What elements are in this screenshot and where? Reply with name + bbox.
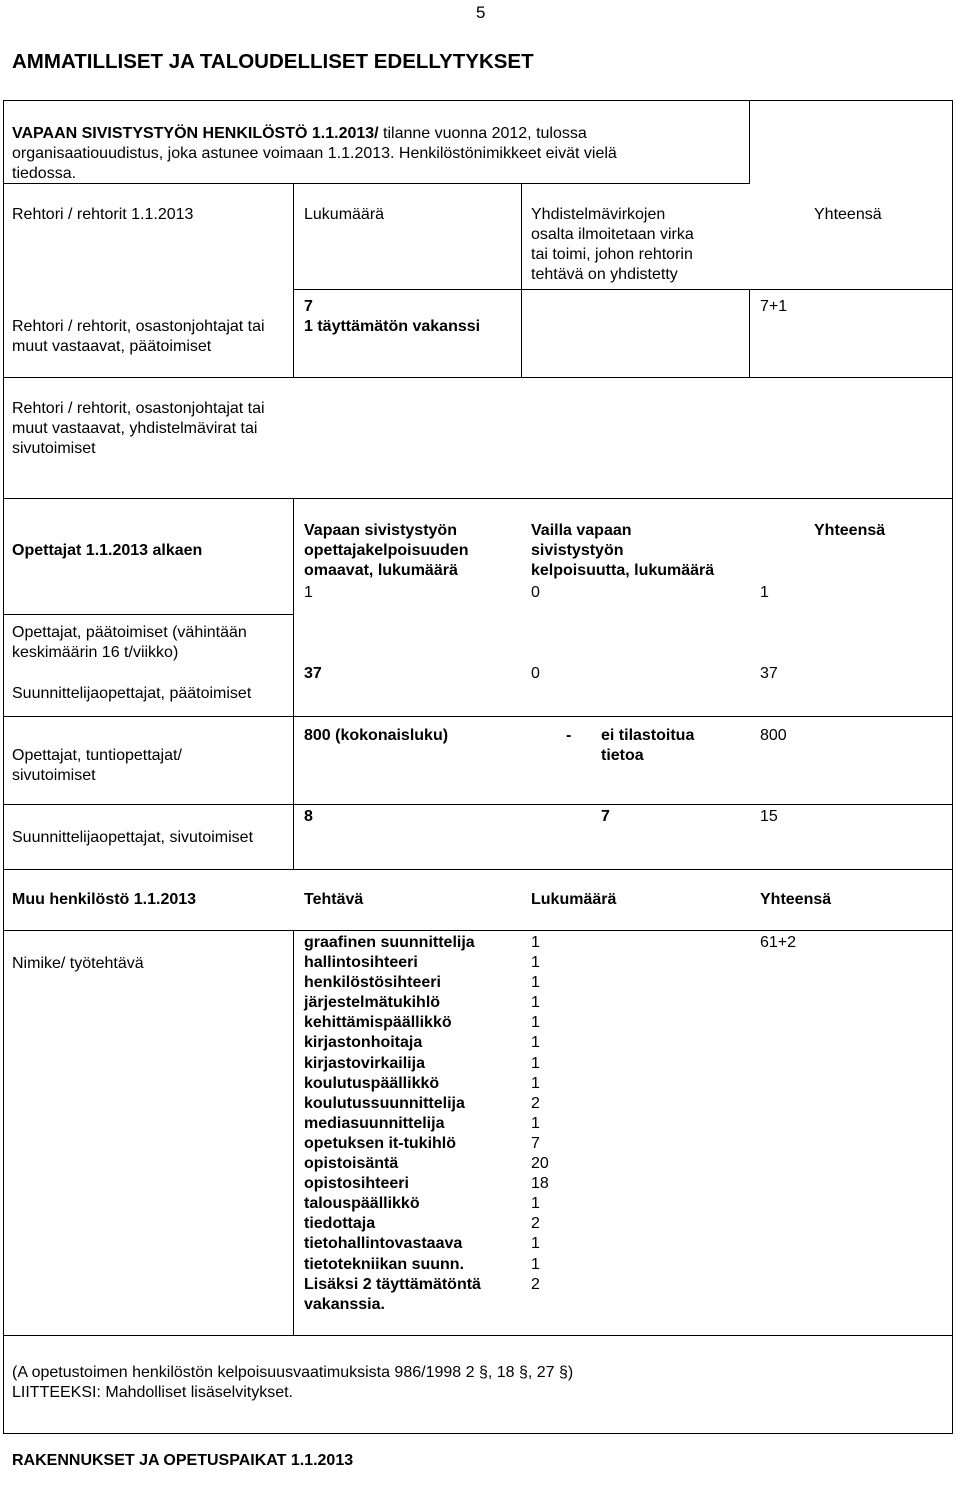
divider	[3, 804, 953, 805]
teachers-total-value: 1	[760, 584, 769, 601]
task-item: kehittämispäällikkö	[304, 1014, 452, 1032]
teachers-row1-label: Opettajat, päätoimiset (vähintään	[12, 624, 247, 641]
divider	[3, 869, 953, 870]
teachers-header-qualified-line: omaavat, lukumäärä	[304, 562, 458, 579]
teachers-header-total: Yhteensä	[814, 522, 886, 539]
rehtori-row1-total: 7+1	[760, 298, 788, 315]
task-item: opistosihteeri	[304, 1175, 409, 1193]
page-title: AMMATILLISET JA TALOUDELLISET EDELLYTYKSET	[12, 50, 534, 73]
task-item: kirjastonhoitaja	[304, 1034, 423, 1052]
frame-bottom-border	[3, 1433, 953, 1434]
divider	[293, 498, 294, 870]
teachers-row3-label: sivutoimiset	[12, 767, 96, 784]
teachers-row1-label: keskimäärin 16 t/viikko)	[12, 644, 179, 661]
intro-line-1	[12, 124, 587, 144]
teachers-row3-total: 800	[760, 727, 787, 744]
task-item: graafinen suunnittelija	[304, 934, 475, 951]
count-item: 2	[531, 1275, 540, 1293]
teachers-header-unqualified-line: sivistystyön	[531, 542, 624, 559]
task-item: koulutussuunnittelija	[304, 1094, 465, 1112]
teachers-row2-label: Suunnittelijaopettajat, päätoimiset	[12, 685, 252, 702]
intro-line-3: tiedossa.	[12, 165, 77, 182]
teachers-header-unqualified-line: Vailla vapaan	[531, 522, 632, 539]
task-item: opistoisäntä	[304, 1155, 399, 1173]
frame-top-border	[3, 100, 953, 101]
divider	[3, 183, 750, 184]
teachers-row2-unqualified: 0	[531, 665, 540, 682]
other-staff-header-title: Muu henkilöstö 1.1.2013	[12, 891, 197, 908]
task-item: tietohallintovastaava	[304, 1235, 463, 1253]
divider	[293, 930, 294, 1336]
count-item: 20	[531, 1155, 549, 1173]
other-staff-task-list	[304, 933, 481, 1315]
teachers-row2-total: 37	[760, 665, 778, 682]
count-item: 1	[531, 1054, 540, 1072]
teachers-header-title: Opettajat 1.1.2013 alkaen	[12, 542, 203, 559]
task-item: järjestelmätukihlö	[304, 994, 441, 1012]
count-item: 7	[531, 1134, 540, 1152]
divider	[3, 377, 953, 378]
frame-right-border	[952, 100, 953, 1434]
task-item: kirjastovirkailija	[304, 1054, 425, 1072]
task-item: hallintosihteeri	[304, 954, 418, 972]
teachers-row3-qualified: 800 (kokonaisluku)	[304, 727, 449, 744]
teachers-unqualified-value: 0	[531, 584, 540, 601]
teachers-header-unqualified	[531, 521, 714, 581]
page-number: 5	[476, 3, 486, 22]
task-item: tietotekniikan suunn.	[304, 1255, 465, 1273]
task-item: tiedottaja	[304, 1215, 376, 1233]
rehtori-header-title: Rehtori / rehtorit 1.1.2013	[12, 206, 194, 223]
rehtori-header-combined-line: Yhdistelmävirkojen	[531, 206, 666, 223]
rehtori-header-combined-line: tai toimi, johon rehtorin	[531, 246, 693, 263]
other-staff-total: 61+2	[760, 934, 797, 951]
task-item: opetuksen it-tukihlö	[304, 1134, 456, 1152]
teachers-row4-unqualified: 7	[601, 808, 610, 825]
count-item: 2	[531, 1094, 540, 1112]
rehtori-header-total: Yhteensä	[814, 206, 882, 223]
rehtori-header-combined-line: tehtävä on yhdistetty	[531, 266, 678, 283]
divider	[3, 498, 953, 499]
task-item: vakanssia.	[304, 1295, 385, 1313]
rehtori-header-combined-line: osalta ilmoitetaan virka	[531, 226, 694, 243]
other-staff-header-total: Yhteensä	[760, 891, 832, 908]
rehtori-row2-label: muut vastaavat, yhdistelmävirat tai	[12, 420, 258, 437]
intro-line-2: organisaatiouudistus, joka astunee voimaan 1.1.2013. Henkilöstönimikkeet eivät vielä	[12, 145, 617, 162]
count-item: 1	[531, 1074, 540, 1092]
other-staff-row-label: Nimike/ työtehtävä	[12, 955, 144, 972]
count-item: 1	[531, 1014, 540, 1032]
count-item: 1	[531, 974, 540, 992]
other-staff-header-count: Lukumäärä	[531, 891, 617, 908]
divider	[293, 183, 294, 377]
task-item: mediasuunnittelija	[304, 1114, 445, 1132]
rehtori-header-count: Lukumäärä	[304, 206, 385, 223]
rehtori-row2-label: sivutoimiset	[12, 440, 96, 457]
teachers-row3-dash: -	[566, 727, 572, 744]
rehtori-row1-label: Rehtori / rehtorit, osastonjohtajat tai	[12, 318, 265, 335]
count-item: 2	[531, 1215, 540, 1233]
count-item: 1	[531, 1255, 540, 1273]
task-item: henkilöstösihteeri	[304, 974, 441, 992]
attachments-note: LIITTEEKSI: Mahdolliset lisäselvitykset.	[12, 1384, 293, 1401]
divider	[749, 289, 750, 377]
count-item: 1	[531, 934, 540, 951]
bottom-heading: RAKENNUKSET JA OPETUSPAIKAT 1.1.2013	[12, 1452, 354, 1469]
count-item: 18	[531, 1175, 549, 1193]
intro-bold: VAPAAN SIVISTYSTYÖN HENKILÖSTÖ 1.1.2013/	[12, 125, 379, 142]
task-item: koulutuspäällikkö	[304, 1074, 440, 1092]
other-staff-count-list	[531, 933, 549, 1295]
count-item: 1	[531, 954, 540, 972]
teachers-row2-qualified: 37	[304, 665, 322, 682]
teachers-row3-note: tietoa	[601, 747, 644, 764]
count-item: 1	[531, 1034, 540, 1052]
rehtori-row2-label: Rehtori / rehtorit, osastonjohtajat tai	[12, 400, 265, 417]
legal-note: (A opetustoimen henkilöstön kelpoisuusvaatimuksista 986/1998 2 §, 18 §, 27 §)	[12, 1364, 574, 1381]
rehtori-header-combined	[531, 205, 694, 285]
teachers-row3-label: Opettajat, tuntiopettajat/	[12, 747, 182, 764]
divider	[3, 716, 953, 717]
teachers-header-qualified	[304, 521, 468, 581]
other-staff-header-task: Tehtävä	[304, 891, 364, 908]
count-item: 1	[531, 1235, 540, 1253]
task-item: talouspäällikkö	[304, 1195, 420, 1213]
divider	[3, 614, 293, 615]
count-item: 1	[531, 1114, 540, 1132]
teachers-header-qualified-line: opettajakelpoisuuden	[304, 542, 469, 559]
count-item: 1	[531, 994, 540, 1012]
rehtori-row1-vacancy: 1 täyttämätön vakanssi	[304, 318, 481, 335]
count-item: 1	[531, 1195, 540, 1213]
intro-rest: tilanne vuonna 2012, tulossa	[378, 125, 587, 142]
rehtori-row1-label: muut vastaavat, päätoimiset	[12, 338, 212, 355]
frame-left-border	[3, 100, 4, 1434]
teachers-row4-qualified: 8	[304, 808, 313, 825]
divider	[3, 1335, 953, 1336]
teachers-header-qualified-line: Vapaan sivistystyön	[304, 522, 457, 539]
rehtori-row1-count: 7	[304, 298, 313, 315]
teachers-row3-note: ei tilastoitua	[601, 727, 695, 744]
divider	[3, 930, 953, 931]
teachers-header-unqualified-line: kelpoisuutta, lukumäärä	[531, 562, 715, 579]
teachers-row4-label: Suunnittelijaopettajat, sivutoimiset	[12, 829, 254, 846]
teachers-qualified-value: 1	[304, 584, 313, 601]
divider	[521, 183, 522, 377]
divider	[293, 289, 953, 290]
divider	[749, 100, 750, 184]
task-item: Lisäksi 2 täyttämätöntä	[304, 1275, 481, 1293]
teachers-row4-total: 15	[760, 808, 778, 825]
